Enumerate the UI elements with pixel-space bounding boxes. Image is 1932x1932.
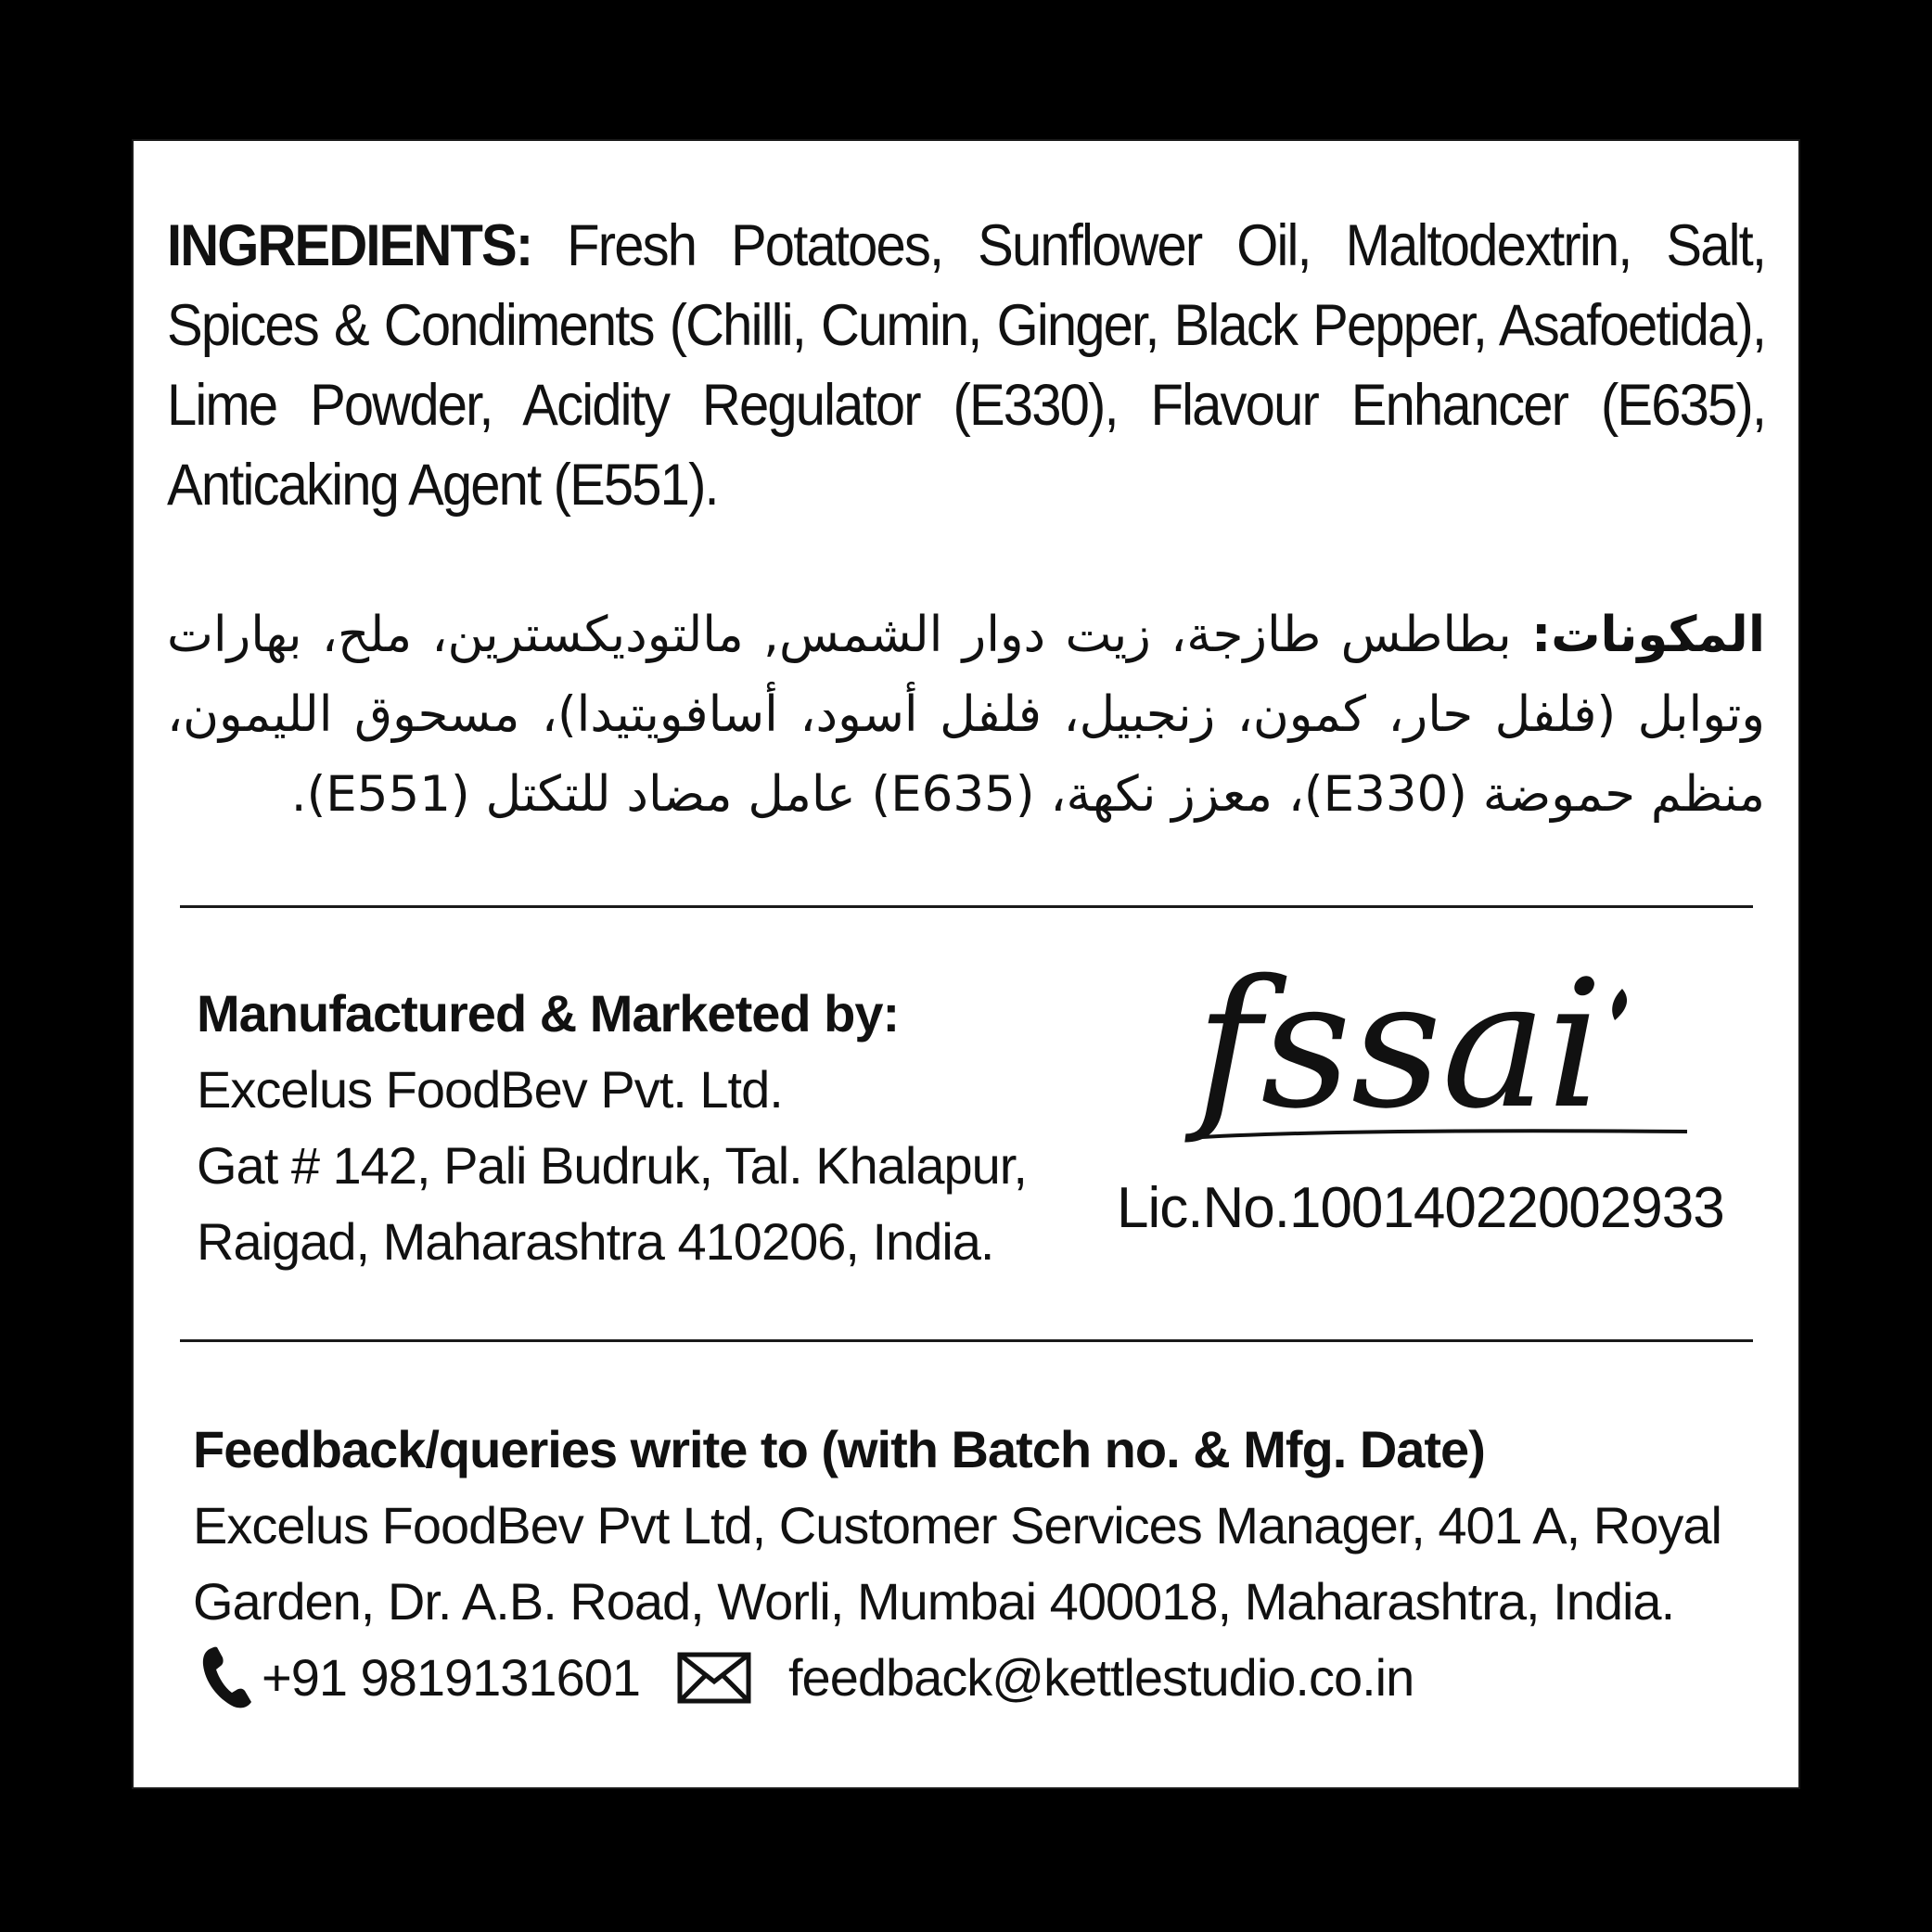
ingredients-heading-arabic: المكونات: xyxy=(1531,607,1765,663)
fssai-logo-text: fssai xyxy=(1196,966,1604,1147)
email-address: feedback@kettlestudio.co.in xyxy=(788,1648,1414,1707)
manufacturer-address-line1: Gat # 142, Pali Budruk, Tal. Khalapur, xyxy=(197,1136,1027,1195)
feedback-block xyxy=(193,1412,1770,1716)
ingredients-list-arabic: بطاطس طازجة، زيت دوار الشمس, مالتوديكسترين، ملح، بهارات وتوابل (فلفل حار، كمون، زنجبيل، فلفل أسود، أسافويتيدا)، مسحوق الليمون، منظم حموضة (E330)، معزز نكهة، (E635) عامل مضاد للتكتل (E551). xyxy=(167,607,1765,823)
fssai-logo xyxy=(1177,966,1696,1161)
manufacturer-address-line2: Raigad, Maharashtra 410206, India. xyxy=(197,1212,994,1271)
feedback-address-line2: Garden, Dr. A.B. Road, Worli, Mumbai 400018, Maharashtra, India. xyxy=(193,1572,1675,1631)
ingredients-list: Fresh Potatoes, Sunflower Oil, Maltodextrin, Salt, Spices & Condiments (Chilli, Cumin, Ginger, Black Pepper, Asafoetida), Lime Powder, Acidity Regulator (E330), Flavour Enhancer (E635), Anticaking Agent (E551). xyxy=(167,213,1766,518)
divider xyxy=(180,1339,1753,1342)
ingredients-arabic xyxy=(167,595,1765,835)
label-panel xyxy=(132,139,1800,1789)
feedback-address-line1: Excelus FoodBev Pvt Ltd, Customer Services Manager, 401 A, Royal xyxy=(193,1496,1721,1555)
manufacturer-name: Excelus FoodBev Pvt. Ltd. xyxy=(197,1060,783,1119)
ingredients-english xyxy=(167,206,1765,525)
manufacturer-block xyxy=(197,976,1124,1280)
fssai-block xyxy=(1098,966,1766,1319)
manufacturer-heading: Manufactured & Marketed by: xyxy=(197,984,900,1043)
ingredients-heading: INGREDIENTS: xyxy=(167,213,532,278)
divider xyxy=(180,905,1753,908)
fssai-license-number: Lic.No.10014022002933 xyxy=(1117,1176,1724,1240)
mail-icon xyxy=(677,1652,751,1704)
phone-icon xyxy=(198,1644,256,1711)
phone-number: +91 9819131601 xyxy=(262,1648,640,1707)
contact-row xyxy=(193,1640,1770,1716)
feedback-heading: Feedback/queries write to (with Batch no. & Mfg. Date) xyxy=(193,1420,1485,1478)
